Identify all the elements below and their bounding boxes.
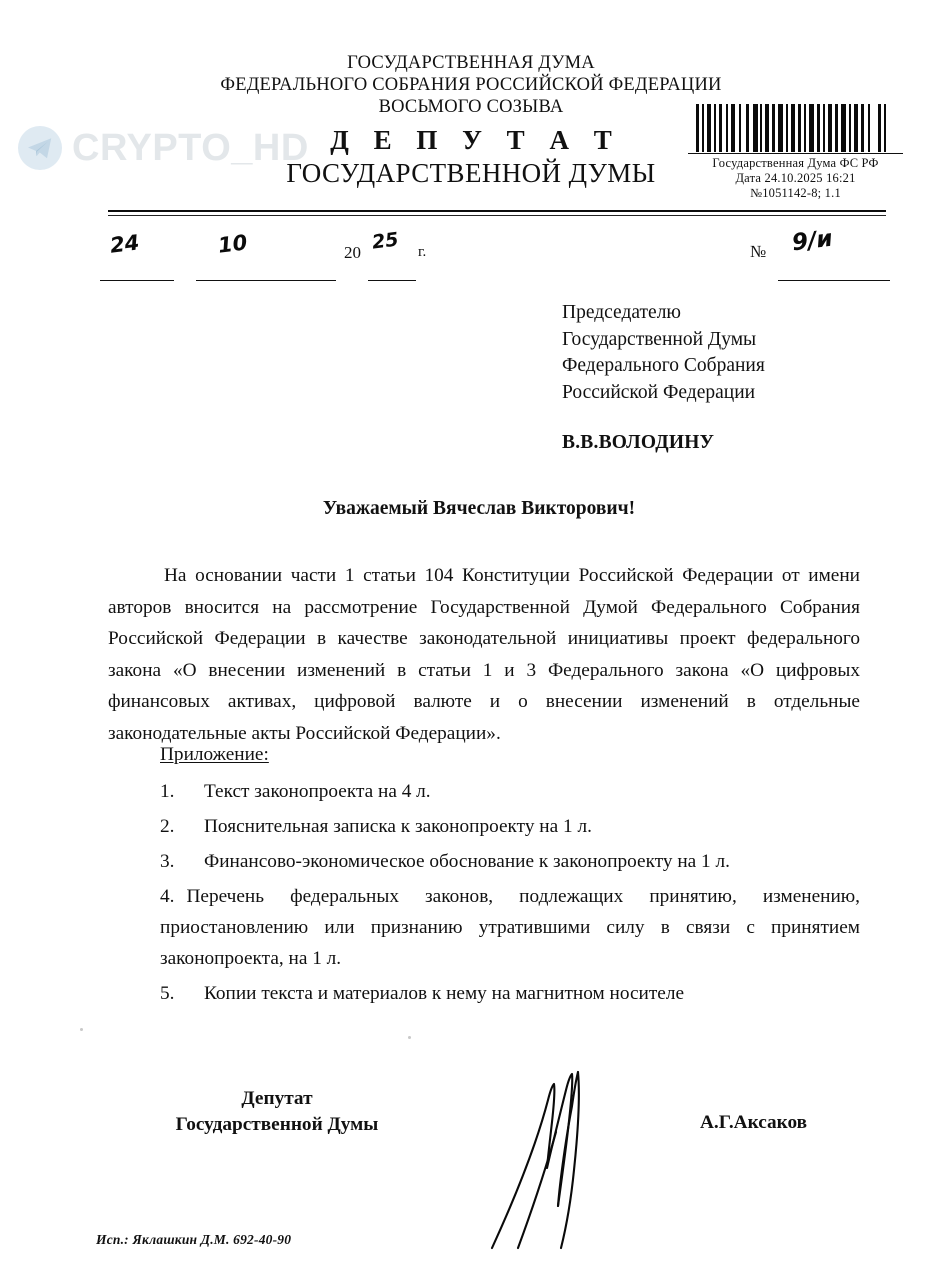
number-field-line	[778, 258, 890, 281]
year-handwritten: 25	[370, 228, 400, 254]
handwritten-signature-icon	[462, 1060, 652, 1250]
annex-item	[160, 846, 860, 877]
annex-item	[160, 811, 860, 842]
stamp-divider	[688, 153, 903, 154]
signature-role-line-2: Государственной Думы	[175, 1114, 379, 1135]
body-paragraph: На основании части 1 статьи 104 Конституции Российской Федерации от имени авторов вносится на рассмотрение Государственной Думой Федерального Собрания Российской Федерации в качестве законодательной инициативы проект федерального закона «О внесении изменений в статьи 1 и 3 Федерального закона «О цифровых финансовых активах, цифровой валюте и о внесении изменений в отдельные законодательные акты Российской Федерации».	[108, 565, 860, 744]
watermark-text: CRYPTO_HD	[72, 126, 309, 169]
title-duma: ГОСУДАРСТВЕННОЙ ДУМЫ	[286, 158, 656, 188]
annex-item-text: Копии текста и материалов к нему на магнитном носителе	[204, 983, 685, 1004]
annex-item-text: Финансово-экономическое обоснование к законопроекту на 1 л.	[204, 851, 730, 872]
addressee-name: В.В.ВОЛОДИНУ	[562, 432, 715, 453]
annex-item-number: 1.	[160, 781, 175, 802]
month-field-line	[196, 258, 336, 281]
signatory-name: А.Г.Аксаков	[700, 1112, 808, 1133]
stamp-number: №1051142-8; 1.1	[750, 186, 841, 200]
annex-item	[160, 881, 860, 974]
header-line-2: ФЕДЕРАЛЬНОГО СОБРАНИЯ РОССИЙСКОЙ ФЕДЕРАЦИИ	[220, 75, 722, 95]
header-line-3: ВОСЬМОГО СОЗЫВА	[378, 97, 564, 117]
scan-speckle	[80, 1028, 83, 1031]
title-deputat: Д Е П У Т А Т	[330, 125, 621, 155]
number-label: №	[750, 242, 767, 261]
barcode-icon	[693, 104, 898, 152]
annex-item	[160, 776, 860, 807]
annex-item-number: 3.	[160, 851, 175, 872]
addressee-block	[562, 300, 765, 406]
day-field-line	[100, 258, 174, 281]
date-number-row	[100, 225, 890, 276]
addressee-line-1: Председателю	[562, 302, 681, 323]
year-prefix: 20	[344, 243, 361, 262]
executor-footer: Исп.: Яклашкин Д.М. 692-40-90	[96, 1232, 292, 1247]
annex-list	[160, 776, 860, 1013]
salutation: Уважаемый Вячеслав Викторович!	[322, 498, 636, 519]
header-divider	[108, 210, 886, 216]
scan-speckle	[408, 1036, 411, 1039]
annex-item	[160, 978, 860, 1009]
number-handwritten: 9/и	[790, 225, 834, 257]
header-line-1: ГОСУДАРСТВЕННАЯ ДУМА	[347, 53, 595, 73]
annex-item-text: Текст законопроекта на 4 л.	[204, 781, 431, 802]
annex-item-number: 2.	[160, 816, 175, 837]
month-handwritten: 10	[216, 230, 249, 258]
annex-item-text: Перечень федеральных законов, подлежащих принятию, изменению, приостановлению или признанию утратившими силу в связи с принятием законопроекта, на 1 л.	[160, 886, 860, 969]
signature-role	[112, 1086, 442, 1138]
stamp-date: Дата 24.10.2025 16:21	[735, 171, 856, 185]
annex-heading: Приложение:	[160, 744, 269, 765]
annex-item-number: 5.	[160, 983, 175, 1004]
addressee-line-2: Государственной Думы	[562, 328, 757, 350]
addressee-line-3: Федерального Собрания	[562, 355, 765, 376]
annex-item-text: Пояснительная записка к законопроекту на 1 л.	[204, 816, 592, 837]
registration-stamp	[688, 104, 903, 201]
year-suffix: г.	[418, 244, 427, 260]
addressee-line-4: Российской Федерации	[562, 381, 756, 403]
year-field-line	[368, 258, 416, 281]
annex-item-number: 4.	[160, 886, 175, 907]
signature-role-line-1: Депутат	[241, 1088, 313, 1109]
day-handwritten: 24	[108, 230, 141, 258]
stamp-organization: Государственная Дума ФС РФ	[712, 156, 879, 170]
